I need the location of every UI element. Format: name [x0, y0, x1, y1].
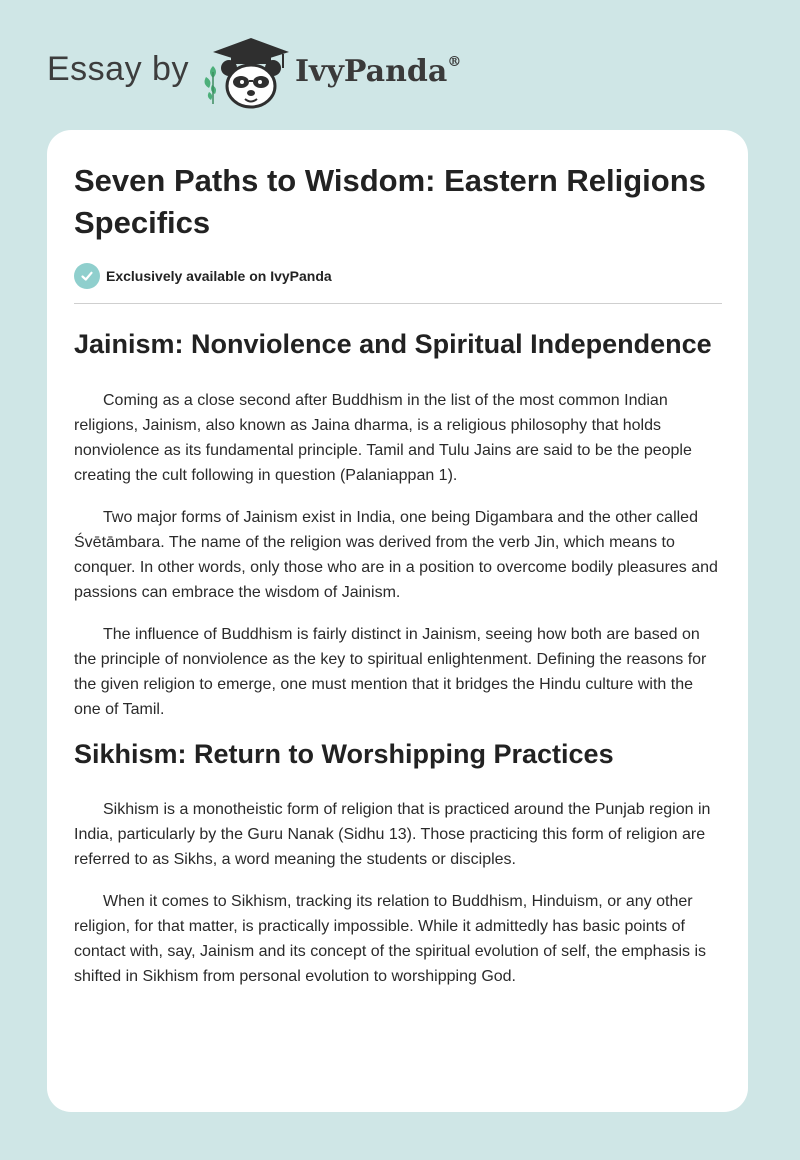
section-heading: Sikhism: Return to Worshipping Practices [74, 739, 614, 769]
section-sikhism [74, 734, 722, 989]
paragraph: Sikhism is a monotheistic form of religion that is practiced around the Punjab region in India, particularly by the Guru Nanak (Sidhu 13). Those practicing this form of religion are referred to as Sikhs, a word meaning the students or disciples. [74, 801, 711, 868]
exclusive-badge [74, 262, 722, 290]
brand-name[interactable] [295, 54, 461, 89]
section-heading: Jainism: Nonviolence and Spiritual Independence [74, 329, 712, 359]
registered-mark: ® [447, 54, 462, 70]
paragraph: Two major forms of Jainism exist in India, one being Digambara and the other called Śvētāmbara. The name of the religion was derived from the verb Jin, which means to conquer. In other words, only those who are in a position to overcome bodily pleasures and passions can embrace the wisdom of Jainism. [74, 509, 718, 601]
section-jainism [74, 324, 722, 722]
badge-text: Exclusively available on IvyPanda [106, 268, 332, 284]
essay-content [74, 160, 722, 989]
essay-by-label: Essay by [47, 50, 189, 88]
paragraph: Coming as a close second after Buddhism in the list of the most common Indian religions, Jainism, also known as Jaina dharma, is a religious philosophy that holds nonviolence as its fundamental principle. Tamil and Tulu Jains are said to be the people creating the cult following in question (Palaniappan 1). [74, 392, 692, 484]
check-circle-icon [74, 263, 100, 289]
panda-graduate-icon [199, 34, 291, 110]
site-header [47, 34, 507, 114]
essay-card [47, 130, 748, 1112]
divider [74, 303, 722, 304]
essay-title: Seven Paths to Wisdom: Eastern Religions Specifics [74, 163, 706, 240]
paragraph: When it comes to Sikhism, tracking its relation to Buddhism, Hinduism, or any other religion, for that matter, is practically impossible. While it admittedly has basic points of contact with, say, Jainism and its concept of the spiritual evolution of self, the emphasis is shifted in Sikhism from personal evolution to worshipping God. [74, 893, 707, 985]
brand-name-text: IvyPanda [295, 54, 448, 89]
paragraph: The influence of Buddhism is fairly distinct in Jainism, seeing how both are based on the principle of nonviolence as the key to spiritual enlightenment. Defining the reasons for the given religion to emerge, one must mention that it bridges the Hindu culture with the one of Tamil. [74, 626, 707, 718]
